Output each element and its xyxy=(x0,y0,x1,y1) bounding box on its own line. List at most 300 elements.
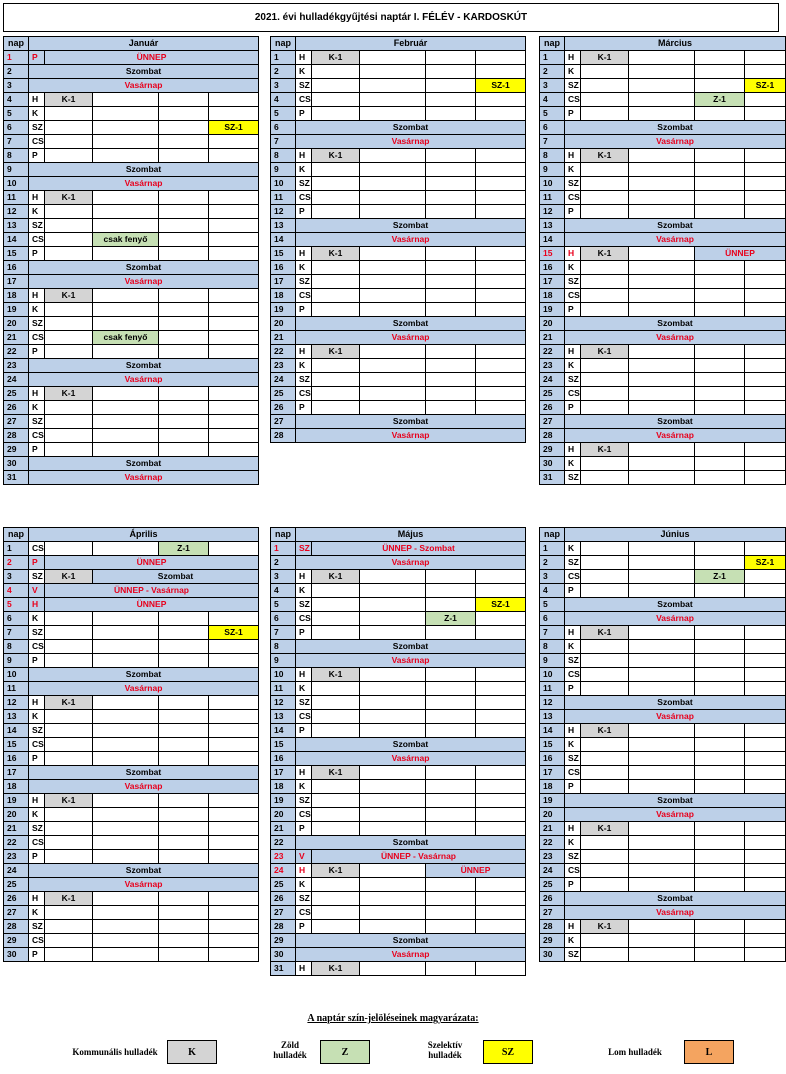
empty-cell xyxy=(581,373,629,387)
day-number: 15 xyxy=(271,247,296,261)
empty-cell xyxy=(159,654,209,668)
empty-cell xyxy=(426,261,476,275)
empty-cell xyxy=(360,149,426,163)
day-row xyxy=(4,107,259,121)
empty-cell xyxy=(695,948,745,962)
day-number: 23 xyxy=(540,850,565,864)
empty-cell xyxy=(695,556,745,570)
day-number: 24 xyxy=(271,373,296,387)
day-number: 5 xyxy=(540,598,565,612)
day-row xyxy=(4,65,259,79)
empty-cell xyxy=(476,808,526,822)
collection-k: K-1 xyxy=(312,149,360,163)
empty-cell xyxy=(745,443,786,457)
empty-cell xyxy=(476,584,526,598)
empty-cell xyxy=(695,752,745,766)
sunday-label: Vasárnap xyxy=(565,808,786,822)
empty-cell xyxy=(745,864,786,878)
empty-cell xyxy=(93,135,159,149)
day-number: 2 xyxy=(4,65,29,79)
day-number: 8 xyxy=(540,640,565,654)
empty-cell xyxy=(45,920,93,934)
empty-cell xyxy=(93,654,159,668)
empty-cell xyxy=(209,345,259,359)
day-number: 12 xyxy=(4,205,29,219)
day-row xyxy=(4,93,259,107)
empty-cell xyxy=(45,429,93,443)
day-row xyxy=(540,373,786,387)
empty-cell xyxy=(629,289,695,303)
empty-cell xyxy=(581,65,629,79)
empty-cell xyxy=(209,640,259,654)
day-row xyxy=(271,850,526,864)
empty-cell xyxy=(426,93,476,107)
empty-cell xyxy=(581,948,629,962)
empty-cell xyxy=(476,710,526,724)
empty-cell xyxy=(581,864,629,878)
month-header-row xyxy=(4,37,259,51)
empty-cell xyxy=(426,163,476,177)
sunday-label: Vasárnap xyxy=(29,177,259,191)
weekday: P xyxy=(29,247,45,261)
day-number: 29 xyxy=(4,934,29,948)
weekday: K xyxy=(565,261,581,275)
weekday: K xyxy=(565,542,581,556)
day-number: 16 xyxy=(540,261,565,275)
weekday: K xyxy=(29,906,45,920)
collection-k: K-1 xyxy=(581,920,629,934)
day-row xyxy=(271,303,526,317)
weekday: SZ xyxy=(29,570,45,584)
day-row xyxy=(540,443,786,457)
weekday: H xyxy=(29,892,45,906)
weekday: K xyxy=(296,682,312,696)
empty-cell xyxy=(360,177,426,191)
collection-k: K-1 xyxy=(45,696,93,710)
empty-cell xyxy=(312,892,360,906)
empty-cell xyxy=(745,191,786,205)
empty-cell xyxy=(360,962,426,976)
day-row xyxy=(4,598,259,612)
empty-cell xyxy=(93,696,159,710)
day-number: 10 xyxy=(540,177,565,191)
empty-cell xyxy=(745,640,786,654)
empty-cell xyxy=(312,401,360,415)
empty-cell xyxy=(360,93,426,107)
day-row xyxy=(540,387,786,401)
day-number: 1 xyxy=(540,542,565,556)
month-name: Január xyxy=(29,37,259,51)
weekday: CS xyxy=(296,387,312,401)
empty-cell xyxy=(426,906,476,920)
day-row xyxy=(540,303,786,317)
sunday-label: Vasárnap xyxy=(565,710,786,724)
day-row xyxy=(271,205,526,219)
weekday: K xyxy=(29,710,45,724)
weekday: CS xyxy=(296,808,312,822)
weekday: SZ xyxy=(29,317,45,331)
empty-cell xyxy=(209,205,259,219)
empty-cell xyxy=(426,794,476,808)
empty-cell xyxy=(629,822,695,836)
empty-cell xyxy=(209,822,259,836)
day-number: 13 xyxy=(540,710,565,724)
empty-cell xyxy=(476,261,526,275)
empty-cell xyxy=(476,275,526,289)
day-number: 4 xyxy=(271,93,296,107)
empty-cell xyxy=(581,542,629,556)
day-number: 4 xyxy=(271,584,296,598)
empty-cell xyxy=(629,261,695,275)
empty-cell xyxy=(581,107,629,121)
empty-cell xyxy=(159,149,209,163)
empty-cell xyxy=(581,738,629,752)
day-row xyxy=(540,542,786,556)
sunday-label: Vasárnap xyxy=(565,135,786,149)
empty-cell xyxy=(745,752,786,766)
empty-cell xyxy=(360,612,426,626)
day-row xyxy=(4,570,259,584)
saturday-label: Szombat xyxy=(29,668,259,682)
empty-cell xyxy=(45,415,93,429)
day-row xyxy=(4,850,259,864)
day-row xyxy=(540,808,786,822)
weekday: CS xyxy=(29,738,45,752)
saturday-label: Szombat xyxy=(29,359,259,373)
empty-cell xyxy=(360,696,426,710)
weekday: SZ xyxy=(565,654,581,668)
day-row xyxy=(540,626,786,640)
day-row xyxy=(271,682,526,696)
day-number: 21 xyxy=(271,331,296,345)
weekday: H xyxy=(565,822,581,836)
empty-cell xyxy=(159,892,209,906)
empty-cell xyxy=(312,780,360,794)
weekday: K xyxy=(29,401,45,415)
empty-cell xyxy=(312,261,360,275)
day-row xyxy=(271,654,526,668)
day-row xyxy=(271,598,526,612)
empty-cell xyxy=(360,303,426,317)
empty-cell xyxy=(45,331,93,345)
saturday-label: Szombat xyxy=(29,65,259,79)
day-row xyxy=(540,850,786,864)
day-number: 25 xyxy=(4,387,29,401)
holiday-label: ÜNNEP xyxy=(45,556,259,570)
empty-cell xyxy=(209,710,259,724)
day-number: 7 xyxy=(271,626,296,640)
day-row xyxy=(4,387,259,401)
empty-cell xyxy=(312,79,360,93)
weekday: P xyxy=(565,878,581,892)
month-header-row xyxy=(271,528,526,542)
weekday: SZ xyxy=(565,177,581,191)
day-row xyxy=(540,457,786,471)
collection-k: K-1 xyxy=(45,93,93,107)
day-number: 13 xyxy=(271,710,296,724)
empty-cell xyxy=(426,107,476,121)
day-number: 12 xyxy=(540,205,565,219)
weekday: CS xyxy=(296,191,312,205)
empty-cell xyxy=(426,626,476,640)
empty-cell xyxy=(159,331,209,345)
day-row xyxy=(4,892,259,906)
empty-cell xyxy=(45,542,93,556)
day-row xyxy=(271,626,526,640)
weekday: CS xyxy=(565,668,581,682)
day-number: 31 xyxy=(4,471,29,485)
collection-k: K-1 xyxy=(45,289,93,303)
empty-cell xyxy=(695,654,745,668)
day-number: 18 xyxy=(540,289,565,303)
day-number: 24 xyxy=(4,864,29,878)
day-number: 16 xyxy=(4,261,29,275)
weekday: SZ xyxy=(29,219,45,233)
day-row xyxy=(540,682,786,696)
empty-cell xyxy=(695,836,745,850)
day-number: 20 xyxy=(4,808,29,822)
empty-cell xyxy=(426,920,476,934)
empty-cell xyxy=(629,65,695,79)
empty-cell xyxy=(745,654,786,668)
day-row xyxy=(4,345,259,359)
day-number: 11 xyxy=(271,191,296,205)
day-number: 29 xyxy=(540,934,565,948)
weekday: CS xyxy=(29,640,45,654)
empty-cell xyxy=(159,934,209,948)
empty-cell xyxy=(360,275,426,289)
day-row xyxy=(4,668,259,682)
month-name: Május xyxy=(296,528,526,542)
empty-cell xyxy=(45,303,93,317)
empty-cell xyxy=(209,107,259,121)
empty-cell xyxy=(159,135,209,149)
day-number: 11 xyxy=(540,191,565,205)
collection-z: csak fenyő xyxy=(93,233,159,247)
day-number: 30 xyxy=(4,948,29,962)
weekday: K xyxy=(296,878,312,892)
weekday: SZ xyxy=(296,79,312,93)
sunday-label: Vasárnap xyxy=(296,752,526,766)
collection-sz: SZ-1 xyxy=(209,626,259,640)
empty-cell xyxy=(629,682,695,696)
empty-cell xyxy=(360,570,426,584)
empty-cell xyxy=(581,261,629,275)
weekday: SZ xyxy=(565,275,581,289)
day-number: 19 xyxy=(4,794,29,808)
empty-cell xyxy=(745,948,786,962)
collection-k: K-1 xyxy=(45,191,93,205)
day-row xyxy=(271,345,526,359)
empty-cell xyxy=(581,780,629,794)
weekday: P xyxy=(565,401,581,415)
month-name: Június xyxy=(565,528,786,542)
weekday: K xyxy=(565,640,581,654)
saturday-label: Szombat xyxy=(296,934,526,948)
empty-cell xyxy=(360,205,426,219)
day-row xyxy=(4,275,259,289)
empty-cell xyxy=(745,471,786,485)
empty-cell xyxy=(745,766,786,780)
day-number: 8 xyxy=(271,149,296,163)
day-row xyxy=(4,401,259,415)
day-number: 6 xyxy=(4,121,29,135)
empty-cell xyxy=(581,766,629,780)
day-number: 3 xyxy=(4,79,29,93)
weekday: K xyxy=(296,65,312,79)
saturday-label: Szombat xyxy=(29,766,259,780)
empty-cell xyxy=(629,163,695,177)
empty-cell xyxy=(360,710,426,724)
holiday-label: ÜNNEP - Vasárnap xyxy=(312,850,526,864)
weekday: H xyxy=(29,598,45,612)
empty-cell xyxy=(45,710,93,724)
empty-cell xyxy=(312,626,360,640)
empty-cell xyxy=(360,780,426,794)
empty-cell xyxy=(159,850,209,864)
empty-cell xyxy=(209,149,259,163)
weekday: P xyxy=(565,107,581,121)
page-title: 2021. évi hulladékgyűjtési naptár I. FÉLÉV - KARDOSKÚT xyxy=(3,3,779,32)
holiday-label: ÜNNEP - Vasárnap xyxy=(45,584,259,598)
day-number: 31 xyxy=(271,962,296,976)
day-row xyxy=(540,163,786,177)
empty-cell xyxy=(312,710,360,724)
weekday: P xyxy=(29,654,45,668)
empty-cell xyxy=(312,612,360,626)
day-row xyxy=(4,794,259,808)
day-number: 10 xyxy=(271,177,296,191)
weekday: P xyxy=(29,948,45,962)
month-header-row xyxy=(540,37,786,51)
day-row xyxy=(540,696,786,710)
col-header-nap: nap xyxy=(271,37,296,51)
empty-cell xyxy=(476,780,526,794)
empty-cell xyxy=(159,626,209,640)
empty-cell xyxy=(745,303,786,317)
holiday-label: ÜNNEP xyxy=(426,864,526,878)
empty-cell xyxy=(695,864,745,878)
empty-cell xyxy=(426,289,476,303)
collection-k: K-1 xyxy=(581,822,629,836)
empty-cell xyxy=(476,401,526,415)
saturday-label: Szombat xyxy=(93,570,259,584)
empty-cell xyxy=(426,401,476,415)
collection-k: K-1 xyxy=(581,345,629,359)
empty-cell xyxy=(695,303,745,317)
empty-cell xyxy=(581,457,629,471)
weekday: K xyxy=(296,261,312,275)
day-row xyxy=(271,640,526,654)
day-row xyxy=(540,584,786,598)
empty-cell xyxy=(45,149,93,163)
weekday: H xyxy=(29,289,45,303)
day-row xyxy=(271,121,526,135)
day-number: 22 xyxy=(271,345,296,359)
empty-cell xyxy=(695,163,745,177)
empty-cell xyxy=(426,275,476,289)
weekday: CS xyxy=(296,93,312,107)
day-number: 29 xyxy=(271,934,296,948)
empty-cell xyxy=(93,948,159,962)
day-row xyxy=(271,177,526,191)
empty-cell xyxy=(745,275,786,289)
day-row xyxy=(4,682,259,696)
empty-cell xyxy=(476,962,526,976)
day-number: 3 xyxy=(271,79,296,93)
empty-cell xyxy=(93,205,159,219)
empty-cell xyxy=(745,584,786,598)
empty-cell xyxy=(209,892,259,906)
day-number: 20 xyxy=(271,317,296,331)
empty-cell xyxy=(629,401,695,415)
weekday: CS xyxy=(29,836,45,850)
day-number: 26 xyxy=(4,401,29,415)
empty-cell xyxy=(209,317,259,331)
empty-cell xyxy=(159,303,209,317)
empty-cell xyxy=(360,598,426,612)
weekday: CS xyxy=(29,934,45,948)
day-row xyxy=(271,107,526,121)
empty-cell xyxy=(629,107,695,121)
day-number: 7 xyxy=(540,135,565,149)
day-row xyxy=(4,878,259,892)
empty-cell xyxy=(93,752,159,766)
sunday-label: Vasárnap xyxy=(296,429,526,443)
day-number: 3 xyxy=(4,570,29,584)
month-table xyxy=(270,36,526,443)
empty-cell xyxy=(745,878,786,892)
empty-cell xyxy=(159,289,209,303)
empty-cell xyxy=(159,443,209,457)
day-row xyxy=(271,738,526,752)
day-number: 16 xyxy=(4,752,29,766)
day-number: 23 xyxy=(271,850,296,864)
collection-k: K-1 xyxy=(312,962,360,976)
empty-cell xyxy=(745,738,786,752)
saturday-label: Szombat xyxy=(565,317,786,331)
empty-cell xyxy=(695,345,745,359)
day-row xyxy=(540,892,786,906)
empty-cell xyxy=(159,429,209,443)
day-number: 18 xyxy=(4,780,29,794)
empty-cell xyxy=(209,219,259,233)
day-number: 9 xyxy=(4,654,29,668)
weekday: SZ xyxy=(296,696,312,710)
month-table xyxy=(539,36,786,485)
empty-cell xyxy=(629,920,695,934)
day-row xyxy=(4,738,259,752)
saturday-label: Szombat xyxy=(29,163,259,177)
empty-cell xyxy=(93,906,159,920)
empty-cell xyxy=(426,51,476,65)
empty-cell xyxy=(426,724,476,738)
collection-sz: SZ-1 xyxy=(745,79,786,93)
day-row xyxy=(540,121,786,135)
empty-cell xyxy=(476,345,526,359)
weekday: K xyxy=(565,738,581,752)
sunday-label: Vasárnap xyxy=(565,233,786,247)
day-number: 13 xyxy=(4,710,29,724)
day-row xyxy=(540,429,786,443)
empty-cell xyxy=(360,794,426,808)
collection-sz: SZ-1 xyxy=(745,556,786,570)
empty-cell xyxy=(476,892,526,906)
day-number: 17 xyxy=(4,766,29,780)
empty-cell xyxy=(695,65,745,79)
collection-z: Z-1 xyxy=(426,612,476,626)
day-row xyxy=(271,864,526,878)
